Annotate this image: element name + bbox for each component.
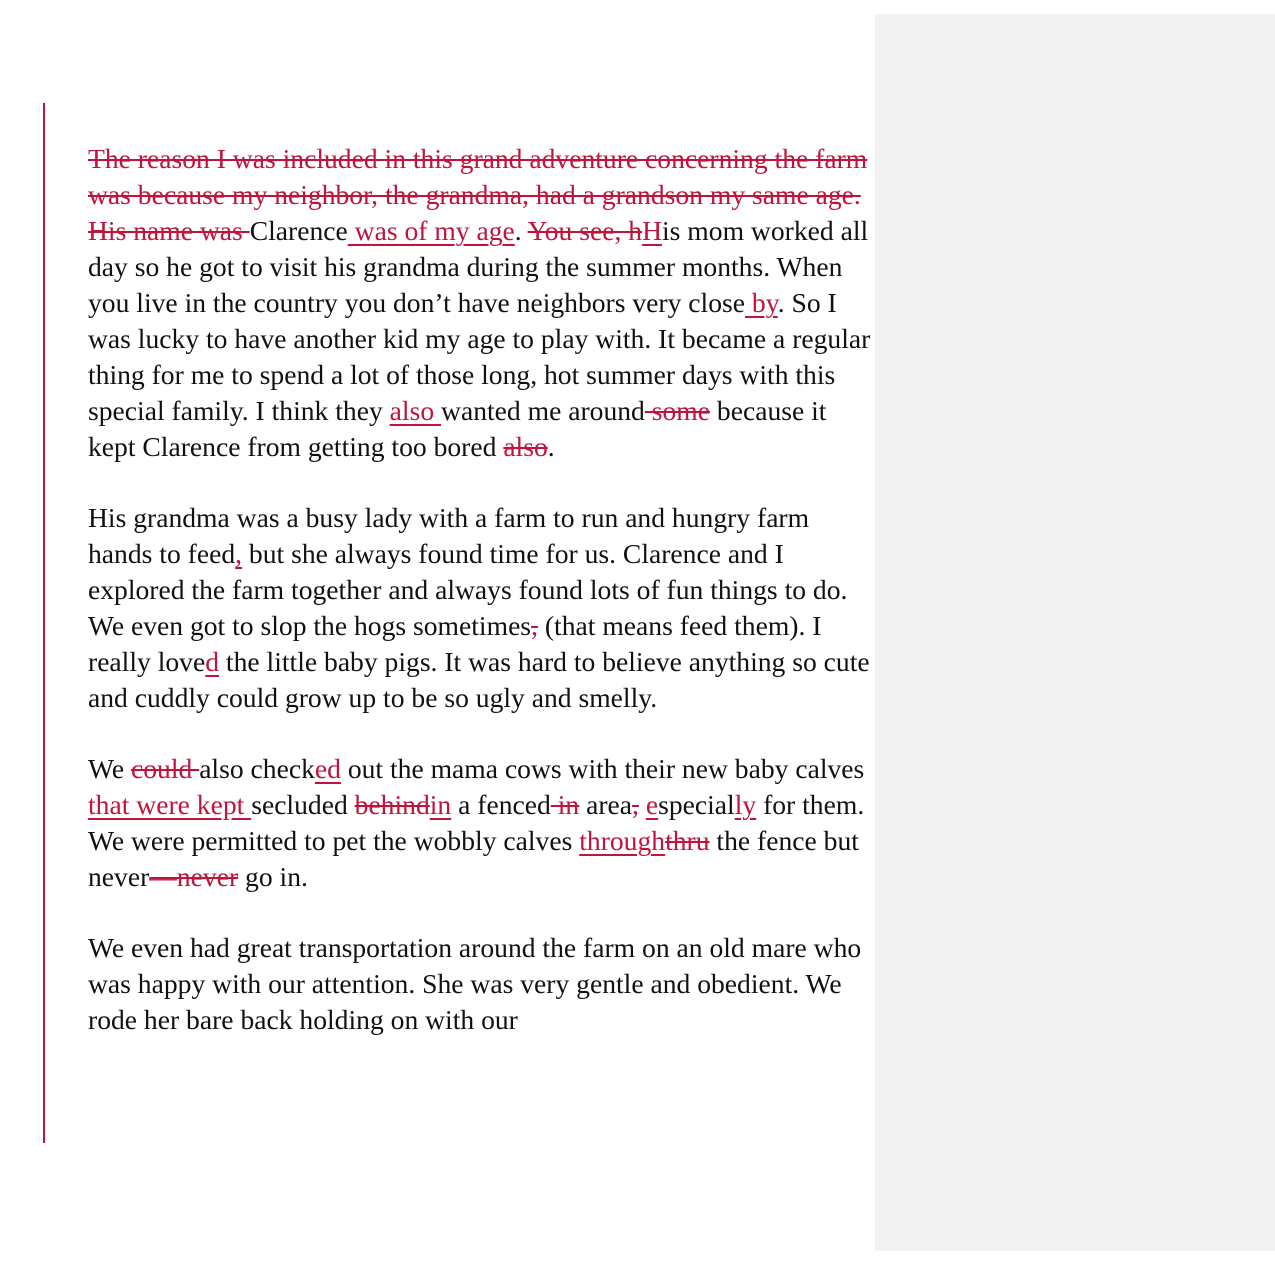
- deleted-text: behind: [354, 789, 430, 820]
- text-run: the fence but never: [88, 825, 859, 892]
- deleted-text: ,: [632, 789, 639, 820]
- text-run: When you live in the country you don’t have neighbors very close: [88, 251, 843, 318]
- text-run: .: [547, 431, 555, 462]
- deleted-text: ,: [531, 610, 538, 641]
- deleted-text: some: [644, 395, 711, 426]
- paragraph: [88, 930, 878, 1038]
- text-run: wanted me around: [441, 395, 645, 426]
- inserted-text: e: [645, 789, 659, 820]
- text-run: I think they: [255, 395, 390, 426]
- inserted-text: also: [389, 395, 442, 426]
- text-run: secluded: [251, 789, 355, 820]
- text-run: but she always found time for us. Clarence and I explored the farm together and always found lots of fun things to do. We even got to slop the hogs sometimes: [88, 538, 848, 641]
- text-run: Clarence: [249, 215, 348, 246]
- text-run: We rode her bare back holding on with our: [88, 968, 842, 1035]
- inserted-text: ly: [734, 789, 757, 820]
- text-run: for them.: [756, 789, 865, 820]
- text-run: special: [658, 789, 735, 820]
- revision-change-bar: [43, 103, 45, 1143]
- text-run: We: [88, 753, 131, 784]
- text-run: I really love: [88, 610, 822, 677]
- text-run: area: [579, 789, 633, 820]
- paragraph: [88, 141, 878, 465]
- text-run: It was hard to believe anything so cute and cuddly could grow up to be so ugly and smelly.: [88, 646, 870, 713]
- text-run: is mom worked all day so he got to visit his grandma during the summer months.: [88, 215, 869, 282]
- inserted-text: ,: [235, 538, 243, 569]
- deleted-text: You see, h: [527, 215, 643, 246]
- text-run: the little baby pigs.: [219, 646, 445, 677]
- inserted-text: d: [205, 646, 220, 677]
- text-run: We even had great transportation around the farm on an old mare who was happy with our attention. She was very gentle and obedient.: [88, 932, 862, 999]
- text-run: go in.: [238, 861, 308, 892]
- text-run: .: [514, 215, 528, 246]
- text-run: (that means feed them).: [537, 610, 813, 641]
- text-run: .: [777, 287, 792, 318]
- comment-margin-pane: [875, 14, 1275, 1251]
- inserted-text: by: [745, 287, 778, 318]
- text-run: So I was lucky to have another kid my age to play with.: [88, 287, 837, 354]
- inserted-text: H: [642, 215, 662, 246]
- document-body[interactable]: [88, 141, 878, 1073]
- deleted-text: could: [130, 753, 200, 784]
- deleted-text: thru: [665, 825, 710, 856]
- deleted-text: also: [503, 431, 548, 462]
- inserted-text: was of my age: [347, 215, 515, 246]
- text-run: out the mama cows with their new baby calves: [340, 753, 865, 784]
- deleted-text: The reason I was included in this grand adventure concerning the farm was because my neighbor, the grandma, had a grandson my same age. His name was: [88, 143, 868, 246]
- deleted-text: in: [550, 789, 580, 820]
- text-run: a fenced: [451, 789, 551, 820]
- text-run: It became a regular thing for me to spend a lot of those long, hot summer days with this special family.: [88, 323, 871, 426]
- text-run: His grandma was a busy lady with a farm to run and hungry farm hands to feed: [88, 502, 810, 569]
- deleted-text: —never: [149, 861, 239, 892]
- paragraph: [88, 500, 878, 716]
- text-run: also check: [199, 753, 315, 784]
- text-run: [639, 789, 646, 820]
- text-run: because it kept Clarence from getting too bored: [88, 395, 827, 462]
- inserted-text: that were kept: [88, 789, 252, 820]
- inserted-text: through: [579, 825, 666, 856]
- paragraph: [88, 751, 878, 895]
- inserted-text: in: [429, 789, 452, 820]
- text-run: We were permitted to pet the wobbly calves: [88, 825, 580, 856]
- inserted-text: ed: [314, 753, 341, 784]
